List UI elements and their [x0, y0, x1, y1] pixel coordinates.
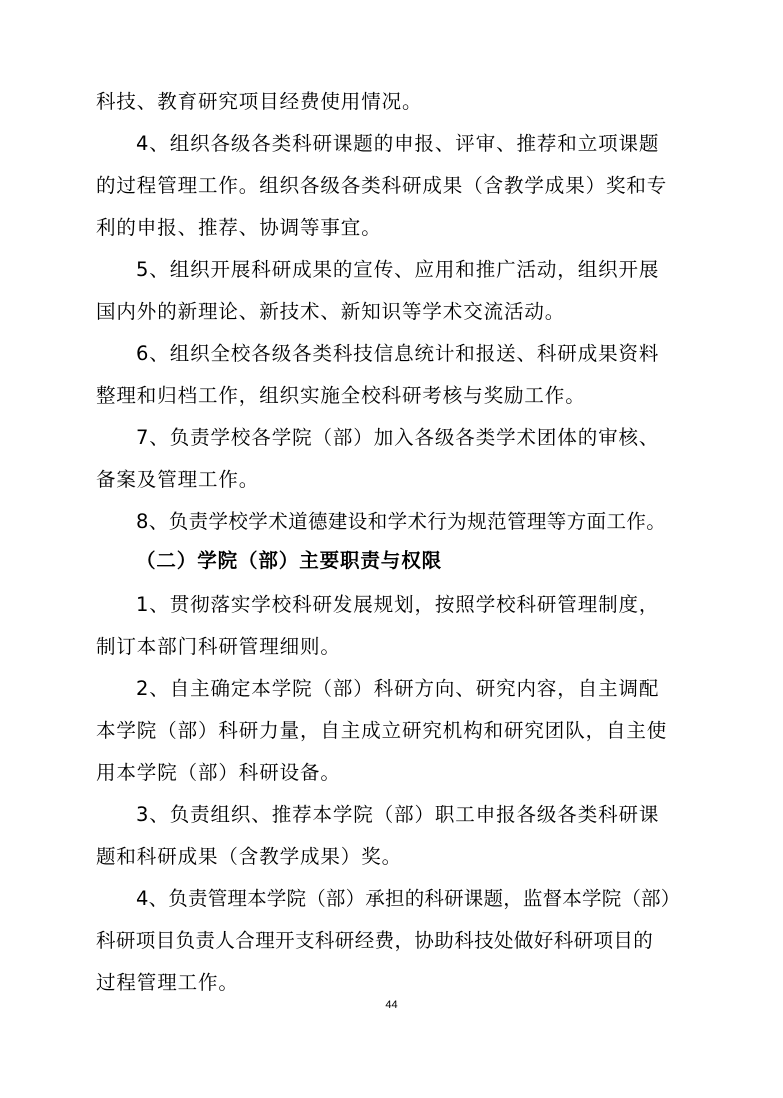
text-line: 的过程管理工作。组织各级各类科研成果（含教学成果）奖和专	[96, 174, 668, 197]
text-line: 本学院（部）科研力量，自主成立研究机构和研究团队，自主使	[96, 719, 668, 742]
text-line: 6、组织全校各级各类科技信息统计和报送、科研成果资料	[136, 342, 660, 365]
text-line: 7、负责学校各学院（部）加入各级各类学术团体的审核、	[136, 426, 660, 449]
text-line: 4、负责管理本学院（部）承担的科研课题，监督本学院（部）	[136, 887, 681, 910]
text-line: 5、组织开展科研成果的宣传、应用和推广活动，组织开展	[136, 258, 660, 281]
text-line: 制订本部门科研管理细则。	[96, 635, 341, 658]
text-line: 国内外的新理论、新技术、新知识等学术交流活动。	[96, 300, 566, 323]
text-line: 4、组织各级各类科研课题的申报、评审、推荐和立项课题	[136, 132, 660, 155]
text-line: 题和科研成果（含教学成果）奖。	[96, 845, 403, 868]
text-line: 备案及管理工作。	[96, 468, 260, 491]
text-line: 1、贯彻落实学校科研发展规划，按照学校科研管理制度，	[136, 593, 660, 616]
text-line: 科研项目负责人合理开支科研经费，协助科技处做好科研项目的	[96, 929, 654, 952]
text-line: 2、自主确定本学院（部）科研方向、研究内容，自主调配	[136, 677, 660, 700]
section-heading: （二）学院（部）主要职责与权限	[136, 549, 443, 572]
text-line: 3、负责组织、推荐本学院（部）职工申报各级各类科研课	[136, 803, 660, 826]
text-line: 整理和归档工作，组织实施全校科研考核与奖励工作。	[96, 384, 586, 407]
text-line: 科技、教育研究项目经费使用情况。	[96, 90, 423, 113]
page-number: 44	[385, 999, 398, 1011]
text-line: 过程管理工作。	[96, 971, 239, 994]
text-line: 利的申报、推荐、协调等事宜。	[96, 216, 382, 239]
text-line: 用本学院（部）科研设备。	[96, 761, 341, 784]
text-line: 8、负责学校学术道德建设和学术行为规范管理等方面工作。	[136, 510, 667, 533]
